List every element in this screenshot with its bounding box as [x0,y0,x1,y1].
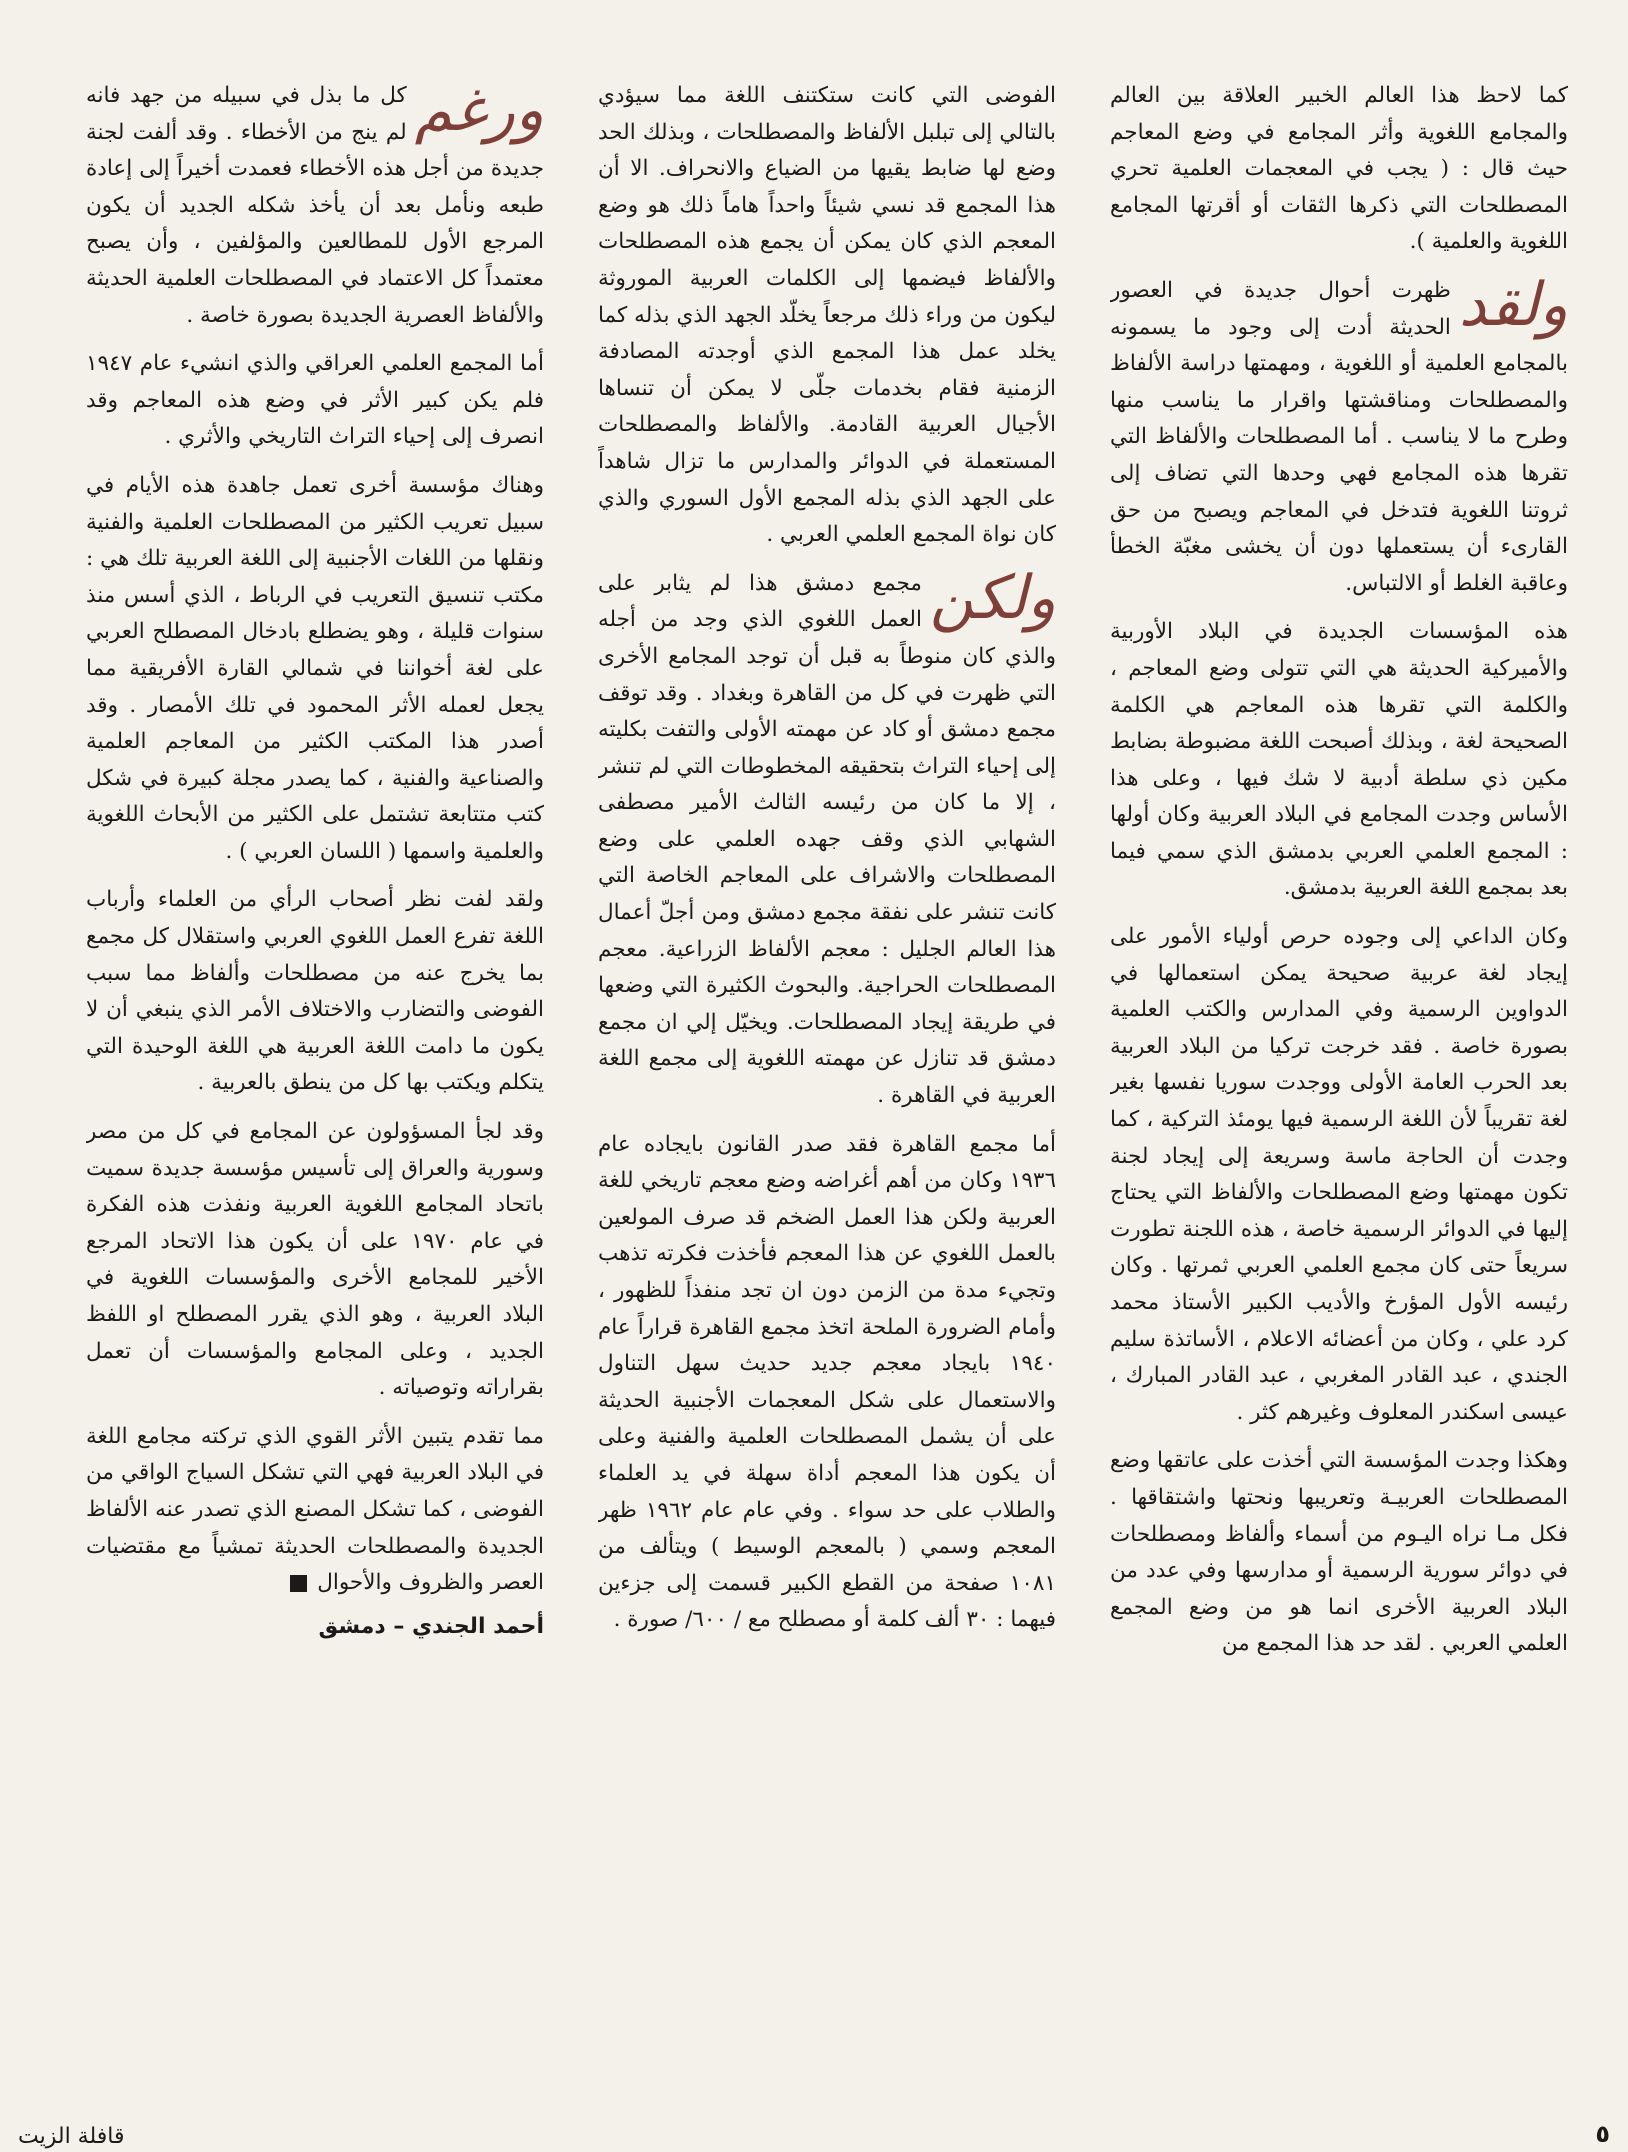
magazine-name: قافلة الزيت [18,2124,125,2149]
paragraph-text: مما تقدم يتبين الأثر القوي الذي تركته مجامع اللغة في البلاد العربية فهي التي تشكل السياج الواقي من الفوضى ، كما تشكل المصنع الذي تصدر عنه الألفاظ الجديدة والمصطلحات الحديثة تمشياً مع مقتضيات العصر والظروف والأحوال [86,1423,544,1596]
paragraph-text: ولقد لفت نظر أصحاب الرأي من العلماء وأرباب اللغة تفرع العمل اللغوي العربي واستقلال كل مجمع بما يخرج عنه من مصطلحات وألفاظ مما سبب الفوضى والتضارب والاختلاف الأمر الذي ينبغي أن لا يكون ما دامت اللغة العربية هي اللغة الوحيدة التي يتكلم ويكتب بها كل من ينطق بالعربية . [86,887,544,1096]
column-right [1110,78,1568,2033]
paragraph-text: هذه المؤسسات الجديدة في البلاد الأوربية والأميركية الحديثة هي التي تتولى وضع المعاجم ، والكلمة التي تقرها هذه المعاجم هي الكلمة الصحيحة لغة ، وبذلك أصبحت اللغة مضبوطة بضابط مكين ذي سلطة أدبية لا شك فيها ، وعلى هذا الأساس وجدت المجامع في البلاد العربية وكان أولها : المجمع العلمي العربي بدمشق الذي سمي فيما بعد بمجمع اللغة العربية بدمشق. [1110,619,1568,901]
article-paragraph [1110,919,1568,1431]
paragraph-text: أما المجمع العلمي العراقي والذي انشيء عام ١٩٤٧ فلم يكن كبير الأثر في وضع هذه المعاجم وقد انصرف إلى إحياء التراث التاريخي والأثري . [86,351,544,450]
paragraph-text: وكان الداعي إلى وجوده حرص أولياء الأمور على إيجاد لغة عربية صحيحة يمكن استعمالها في الدواوين الرسمية وفي المدارس والكتب العلمية بصورة خاصة . فقد خرجت تركيا من البلاد العربية بعد الحرب العامة الأولى ووجدت سوريا نفسها بغير لغة تقريباً لأن اللغة الرسمية فيها يومئذ التركية ، كما وجدت أن الحاجة ماسة وسريعة إلى إيجاد لجنة تكون مهمتها وضع المصطلحات والألفاظ التي يحتاج إليها في الدوائر الرسمية خاصة ، هذه اللجنة تطورت سريعاً حتى كان مجمع العلمي العربي ثمرتها . وكان رئيسه الأول المؤرخ والأديب الكبير الأستاذ محمد كرد علي ، وكان من أعضائه الاعلام ، الأساتذة سليم الجندي ، عبد القادر المغربي ، عبد القادر المبارك ، عيسى اسكندر المعلوف وغيرهم كثر . [1110,924,1568,1425]
article-paragraph [86,1114,544,1407]
paragraph-text: مجمع دمشق هذا لم يثابر على العمل اللغوي الذي وجد من أجله والذي كان منوطاً به قبل أن توجد المجامع الأخرى التي ظهرت في كل من القاهرة وبغداد . وقد توقف مجمع دمشق أو كاد عن مهمته الأولى والتفت بكليته إلى إحياء التراث بتحقيقه المخطوطات التي لم تنشر ، إلا ما كان من رئيسه الثالث الأمير مصطفى الشهابي الذي وقف جهده العلمي على وضع المصطلحات والاشراف على المعاجم الخاصة التي كانت تنشر على نفقة مجمع دمشق ومن أجلّ أعمال هذا العالم الجليل : معجم الألفاظ الزراعية. معجم المصطلحات الحراجية. والبحوث الكثيرة التي وضعها في طريقة إيجاد المصطلحات. ويخيّل إلي ان مجمع دمشق قد تنازل عن مهمته اللغوية إلى مجمع اللغة العربية في القاهرة . [598,570,1056,1109]
article-paragraph [598,78,1056,554]
paragraph-text: وقد لجأ المسؤولون عن المجامع في كل من مصر وسورية والعراق إلى تأسيس مؤسسة جديدة سميت باتحاد المجامع اللغوية العربية ونفذت هذه الفكرة في عام ١٩٧٠ على أن يكون هذا الاتحاد المرجع الأخير للمجامع الأخرى والمؤسسات اللغوية في البلاد العربية ، وهو الذي يقرر المصطلح او اللفظ الجديد ، وعلى المجامع والمؤسسات أن تعمل بقراراته وتوصياته . [86,1119,544,1401]
article-paragraph [86,78,544,334]
article-paragraph [86,346,544,456]
paragraph-text: أما مجمع القاهرة فقد صدر القانون بايجاده عام ١٩٣٦ وكان من أهم أغراضه وضع معجم تاريخي للغة العربية ولكن هذا العمل الضخم قد صرف المولعين بالعمل اللغوي عن هذا المعجم فأخذت فكرته تذهب وتجيء مدة من الزمن دون ان تجد منفذاً للظهور ، وأمام الضرورة الملحة اتخذ مجمع القاهرة قراراً عام ١٩٤٠ بايجاد معجم جديد حديث سهل التناول والاستعمال على شكل المعجمات الأجنبية الحديثة على أن يشمل المصطلحات العلمية والفنية وعلى أن يكون هذا المعجم أداة سهلة في يد العلماء والطلاب على حد سواء . وفي عام عام ١٩٦٢ ظهر المعجم وسمي ( بالمعجم الوسيط ) ويتألف من ١٠٨١ صفحة من القطع الكبير قسمت إلى جزءين فيهما : ٣٠ ألف كلمة أو مصطلح مع / ٦٠٠/ صورة . [598,1131,1056,1633]
paragraph-text: الفوضى التي كانت ستكتنف اللغة مما سيؤدي بالتالي إلى تبلبل الألفاظ والمصطلحات ، وبذلك الحد وضع لها ضابط يقيها من الضياع والانحراف. الا أن هذا المجمع قد نسي شيئاً واحداً هاماً ذلك هو وضع المعجم الذي كان يمكن أن يجمع هذه المصطلحات والألفاظ فيضمها إلى الكلمات العربية الموروثة ليكون من وراء ذلك مرجعاً يخلّد الجهد الذي بذله كما يخلد عمل هذا المجمع الذي أوجدته المصادفة الزمنية فقام بخدمات جلّى لا يمكن أن تنساها الأجيال العربية القادمة. والألفاظ والمصطلحات المستعملة في الدوائر والمدارس ما تزال شاهداً على الجهد الذي بذله المجمع الأول السوري والذي كان نواة المجمع العلمي العربي . [598,83,1056,548]
article-paragraph [1110,269,1568,602]
paragraph-text: كل ما بذل في سبيله من جهد فانه لم ينج من الأخطاء . وقد ألفت لجنة جديدة من أجل هذه الأخطاء فعمدت أخيراً إلى إعادة طبعه ونأمل بعد أن يأخذ شكله الجديد أن يكون المرجع الأول للمطالعين والمؤلفين ، وأن يصبح معتمداً كل الاعتماد في المصطلحات العلمية الحديثة والألفاظ العصرية الجديدة بصورة خاصة . [86,83,544,328]
article-paragraph [598,562,1056,1115]
end-of-article-mark [290,1575,307,1592]
paragraph-text: ظهرت أحوال جديدة في العصور الحديثة أدت إلى وجود ما يسمونه بالمجامع العلمية أو اللغوية ، ومهمتها دراسة الألفاظ والمصطلحات ومناقشتها واقرار ما يناسب منها وطرح ما لا يناسب . أما المصطلحات والألفاظ التي تقرها هذه المجامع فهي وحدها التي تضاف إلى ثروتنا اللغوية فتدخل في المعاجم ويصبح من حق القارىء أن يستعملها دون أن يخشى مغبّة الخطأ وعاقبة الغلط أو الالتباس. [1110,277,1568,596]
column-left [86,78,544,2033]
column-middle [598,78,1056,2033]
paragraph-text: كما لاحظ هذا العالم الخبير العلاقة بين العالم والمجامع اللغوية وأثر المجامع في وضع المعاجم حيث قال : ( يجب في المعجمات العلمية تحري المصطلحات التي ذكرها الثقات أو أقرتها المجامع اللغوية والعلمية ). [1110,83,1568,255]
article-paragraph [86,1419,544,1602]
paragraph-text: وهناك مؤسسة أخرى تعمل جاهدة هذه الأيام في سبيل تعريب الكثير من المصطلحات العلمية والفنية ونقلها من اللغات الأجنبية إلى اللغة العربية تلك هي : مكتب تنسيق التعريب في الرباط ، الذي أسس منذ سنوات قليلة ، وهو يضطلع بادخال المصطلح العربي على لغة أخواننا في شمالي القارة الأفريقية مما يجعل لعمله الأثر المحمود في تلك الأمصار . وقد أصدر هذا المكتب الكثير من المعاجم العلمية والصناعية والفنية ، كما يصدر مجلة كبيرة في شكل كتب متتابعة تشتمل على الكثير من الأبحاث اللغوية والعلمية واسمها ( اللسان العربي ) . [86,472,544,864]
article-paragraph [1110,1443,1568,1663]
decorative-initial-word: ولكن [929,562,1056,633]
article-paragraph [86,882,544,1102]
article-columns [86,78,1568,2033]
article-paragraph [86,468,544,871]
decorative-initial-word: ورغم [414,78,544,145]
page-number: ٥ [1595,2120,1610,2148]
article-paragraph [1110,614,1568,907]
paragraph-text: وهكذا وجدت المؤسسة التي أخذت على عاتقها وضع المصطلحات العربيـة وتعريبها ونحتها واشتقاقها . فكل مـا نراه اليـوم من أسماء وألفاظ ومصطلحات في دوائر سورية الرسمية أو مدارسها وفي عدد من البلاد العربية الأخرى انما هو من وضع المجمع العلمي العربي . لقد حد هذا المجمع من [1110,1448,1568,1657]
article-paragraph [1110,78,1568,261]
decorative-initial-word: ولقد [1458,269,1568,340]
article-paragraph [598,1127,1056,1639]
author-signature: أحمد الجندي – دمشق [318,1613,544,1639]
